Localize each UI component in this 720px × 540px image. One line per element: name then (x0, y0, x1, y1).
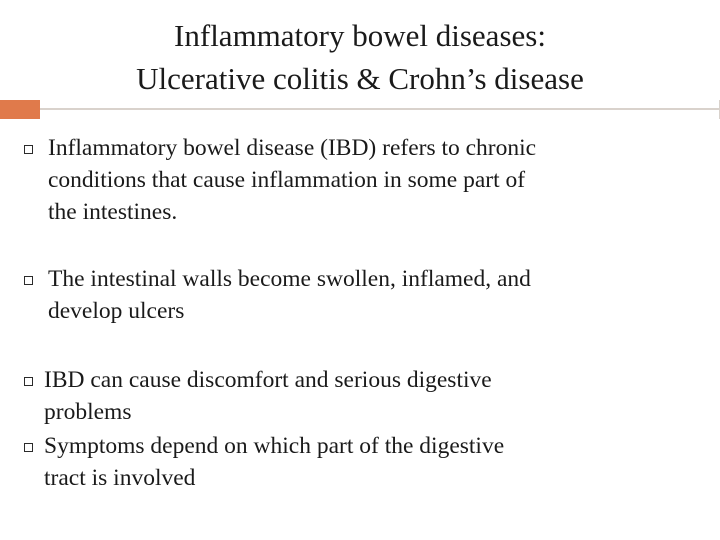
hollow-square-bullet-icon (24, 377, 33, 386)
bullet-line: Symptoms depend on which part of the digestive (44, 433, 505, 459)
hollow-square-bullet-icon (24, 443, 33, 452)
bullet-line: tract is involved (44, 465, 196, 491)
bullet-item-intestinal-walls (20, 263, 700, 327)
slide-title-line-2: Ulcerative colitis & Crohn’s disease (136, 61, 584, 96)
bullet-line: conditions that cause inflammation in some part of (48, 167, 526, 193)
bullet-item-ibd-definition (20, 132, 700, 228)
bullet-list (20, 132, 700, 494)
hollow-square-bullet-icon (24, 145, 33, 154)
bullet-line: problems (44, 399, 132, 425)
bullet-text (44, 263, 700, 327)
slide-title-line-1: Inflammatory bowel diseases: (174, 18, 546, 53)
bullet-line: the intestines. (48, 199, 178, 225)
bullet-text (44, 430, 700, 494)
bullet-line: IBD can cause discomfort and serious digestive (44, 367, 492, 393)
hollow-square-bullet-icon (24, 276, 33, 285)
bullet-line: develop ulcers (48, 298, 185, 324)
bullet-item-symptoms (20, 430, 700, 494)
bullet-line: Inflammatory bowel disease (IBD) refers to chronic (48, 135, 537, 161)
bullet-text (44, 132, 700, 228)
slide-title (20, 14, 700, 100)
title-divider-accent (0, 100, 40, 119)
bullet-text (44, 364, 700, 428)
bullet-line: The intestinal walls become swollen, inflamed, and (48, 266, 531, 292)
title-divider-line (40, 108, 720, 110)
bullet-item-discomfort (20, 364, 700, 428)
